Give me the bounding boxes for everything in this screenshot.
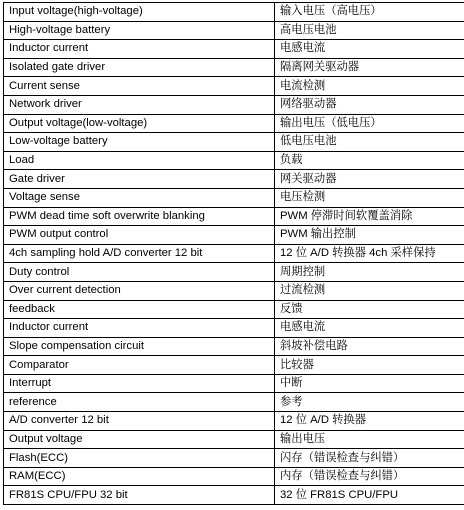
table-row bbox=[4, 356, 464, 375]
chinese-term-cell: 过流检测 bbox=[275, 281, 464, 300]
table-row bbox=[4, 95, 464, 114]
chinese-term-cell: 网关驱动器 bbox=[275, 170, 464, 189]
table-row bbox=[4, 207, 464, 226]
table-row bbox=[4, 188, 464, 207]
english-term-cell: PWM dead time soft overwrite blanking bbox=[4, 207, 275, 226]
english-term-cell: Gate driver bbox=[4, 170, 275, 189]
chinese-term-cell: 输入电压（高电压） bbox=[275, 3, 464, 22]
table-row bbox=[4, 263, 464, 282]
chinese-term-cell: 32 位 FR81S CPU/FPU bbox=[275, 486, 464, 505]
glossary-table-container bbox=[3, 2, 464, 505]
glossary-table-body bbox=[4, 3, 464, 505]
english-term-cell: Current sense bbox=[4, 77, 275, 96]
chinese-term-cell: 低电压电池 bbox=[275, 133, 464, 152]
table-row bbox=[4, 244, 464, 263]
english-term-cell: Interrupt bbox=[4, 374, 275, 393]
english-term-cell: Network driver bbox=[4, 95, 275, 114]
chinese-term-cell: 参考 bbox=[275, 393, 464, 412]
table-row bbox=[4, 40, 464, 59]
chinese-term-cell: 12 位 A/D 转换器 4ch 采样保持 bbox=[275, 244, 464, 263]
english-term-cell: Output voltage(low-voltage) bbox=[4, 114, 275, 133]
table-row bbox=[4, 449, 464, 468]
english-term-cell: Inductor current bbox=[4, 40, 275, 59]
chinese-term-cell: 12 位 A/D 转换器 bbox=[275, 412, 464, 431]
english-term-cell: Inductor current bbox=[4, 319, 275, 338]
chinese-term-cell: 比较器 bbox=[275, 356, 464, 375]
chinese-term-cell: 网络驱动器 bbox=[275, 95, 464, 114]
english-term-cell: Output voltage bbox=[4, 430, 275, 449]
table-row bbox=[4, 21, 464, 40]
chinese-term-cell: 反馈 bbox=[275, 300, 464, 319]
chinese-term-cell: 电流检测 bbox=[275, 77, 464, 96]
english-term-cell: Load bbox=[4, 151, 275, 170]
table-row bbox=[4, 77, 464, 96]
english-term-cell: PWM output control bbox=[4, 226, 275, 245]
table-row bbox=[4, 393, 464, 412]
table-row bbox=[4, 486, 464, 505]
chinese-term-cell: PWM 停滞时间软覆盖消除 bbox=[275, 207, 464, 226]
english-term-cell: reference bbox=[4, 393, 275, 412]
chinese-term-cell: 中断 bbox=[275, 374, 464, 393]
table-row bbox=[4, 467, 464, 486]
english-term-cell: Duty control bbox=[4, 263, 275, 282]
table-row bbox=[4, 170, 464, 189]
table-row bbox=[4, 281, 464, 300]
english-term-cell: Over current detection bbox=[4, 281, 275, 300]
english-term-cell: Slope compensation circuit bbox=[4, 337, 275, 356]
chinese-term-cell: 闪存（错误检查与纠错） bbox=[275, 449, 464, 468]
chinese-term-cell: 电感电流 bbox=[275, 319, 464, 338]
chinese-term-cell: 内存（错误检查与纠错） bbox=[275, 467, 464, 486]
chinese-term-cell: 电压检测 bbox=[275, 188, 464, 207]
english-term-cell: Comparator bbox=[4, 356, 275, 375]
table-row bbox=[4, 374, 464, 393]
english-term-cell: High-voltage battery bbox=[4, 21, 275, 40]
chinese-term-cell: 高电压电池 bbox=[275, 21, 464, 40]
english-term-cell: feedback bbox=[4, 300, 275, 319]
chinese-term-cell: 电感电流 bbox=[275, 40, 464, 59]
english-term-cell: Input voltage(high-voltage) bbox=[4, 3, 275, 22]
table-row bbox=[4, 337, 464, 356]
english-term-cell: Flash(ECC) bbox=[4, 449, 275, 468]
table-row bbox=[4, 430, 464, 449]
table-row bbox=[4, 58, 464, 77]
chinese-term-cell: 输出电压（低电压） bbox=[275, 114, 464, 133]
chinese-term-cell: 输出电压 bbox=[275, 430, 464, 449]
table-row bbox=[4, 3, 464, 22]
english-term-cell: RAM(ECC) bbox=[4, 467, 275, 486]
table-row bbox=[4, 151, 464, 170]
table-row bbox=[4, 133, 464, 152]
table-row bbox=[4, 319, 464, 338]
english-term-cell: 4ch sampling hold A/D converter 12 bit bbox=[4, 244, 275, 263]
chinese-term-cell: 隔离网关驱动器 bbox=[275, 58, 464, 77]
table-row bbox=[4, 226, 464, 245]
english-term-cell: A/D converter 12 bit bbox=[4, 412, 275, 431]
english-term-cell: FR81S CPU/FPU 32 bit bbox=[4, 486, 275, 505]
english-term-cell: Low-voltage battery bbox=[4, 133, 275, 152]
english-term-cell: Voltage sense bbox=[4, 188, 275, 207]
glossary-table bbox=[3, 2, 464, 505]
chinese-term-cell: 斜坡补偿电路 bbox=[275, 337, 464, 356]
english-term-cell: Isolated gate driver bbox=[4, 58, 275, 77]
table-row bbox=[4, 114, 464, 133]
chinese-term-cell: 负载 bbox=[275, 151, 464, 170]
table-row bbox=[4, 300, 464, 319]
table-row bbox=[4, 412, 464, 431]
chinese-term-cell: PWM 输出控制 bbox=[275, 226, 464, 245]
chinese-term-cell: 周期控制 bbox=[275, 263, 464, 282]
